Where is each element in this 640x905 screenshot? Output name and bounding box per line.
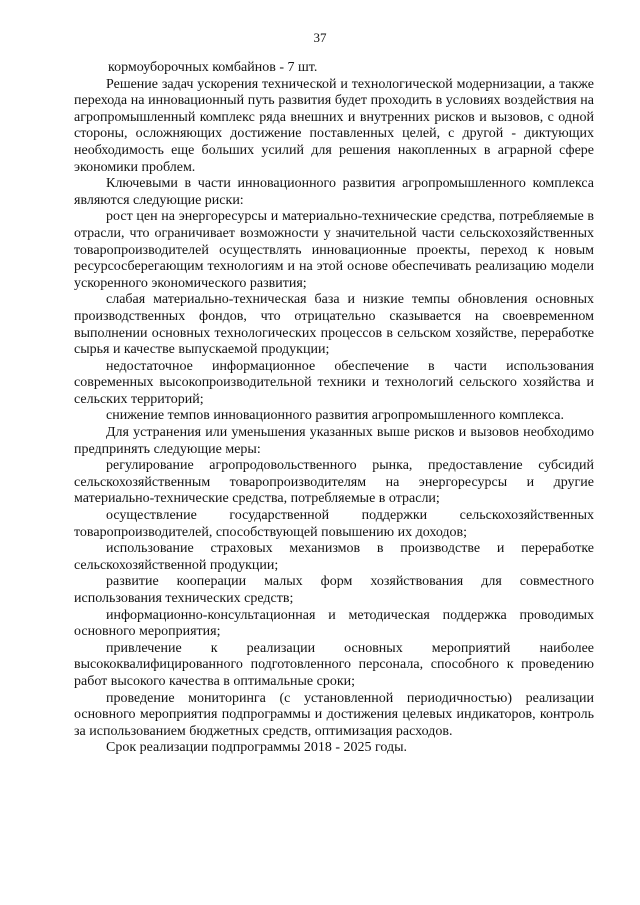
measure-item-consulting: информационно-консультационная и методическая поддержка проводимых основного мероприятия; — [74, 607, 594, 640]
paragraph-modernization: Решение задач ускорения технической и технологической модернизации, а также перехода на инновационный путь развития будет проходить в условиях воздействия на агропромышленный комплекс ряда внешних и внутренних рисков и вызовов, с одной стороны, осложняющих достижение поставленных целей, с другой - диктующих необходимость еще больших усилий для решения накопленных в аграрной сфере экономики проблем. — [74, 76, 594, 175]
measure-item-cooperation: развитие кооперации малых форм хозяйствования для совместного использования технических средств; — [74, 574, 594, 606]
paragraph-implementation-period: Срок реализации подпрограммы 2018 - 2025 годы. — [106, 740, 408, 756]
risk-item-innovation-decline: снижение темпов инновационного развития агропромышленного комплекса. — [106, 408, 565, 424]
paragraph-measures-intro: Для устранения или уменьшения указанных выше рисков и вызовов необходимо предпринять следующие меры: — [74, 425, 594, 457]
paragraph-continuation: кормоуборочных комбайнов - 7 шт. — [108, 60, 318, 75]
measure-item-personnel: привлечение к реализации основных мероприятий наиболее высококвалифицированного подготовленного персонала, способного к проведению работ высокого качества в оптимальные сроки; — [74, 640, 594, 689]
page-number: 37 — [313, 30, 327, 45]
risk-item-information: недостаточное информационное обеспечение в части использования современных высокопроизводительной техники и технологий сельского хозяйства и сельских территорий; — [74, 358, 594, 407]
paragraph-risks-intro: Ключевыми в части инновационного развития агропромышленного комплекса являются следующие риски: — [74, 176, 594, 208]
risk-item-weak-base: слабая материально-техническая база и низкие темпы обновления основных производственных фондов, что отрицательно сказывается на своевременном выполнении основных технологических процессов в сельском хозяйстве, переработке сырья и качестве выпускаемой продукции; — [74, 292, 594, 358]
risk-item-energy-prices: рост цен на энергоресурсы и материально-технические средства, потребляемые в отрасли, что ограничивает возможности у значительной части сельскохозяйственных товаропроизводителей осуществлять инновационные проекты, переход к новым ресурсосберегающим технологиям и на этой основе обеспечивать реализацию модели ускоренного экономического развития; — [74, 209, 594, 291]
measure-item-monitoring: проведение мониторинга (с установленной периодичностью) реализации основного мероприятия подпрограммы и достижения целевых индикаторов, контроль за использованием бюджетных средств, оптимизация расходов. — [74, 690, 594, 739]
measure-item-insurance: использование страховых механизмов в производстве и переработке сельскохозяйственной продукции; — [74, 541, 594, 573]
measure-item-market-regulation: регулирование агропродовольственного рынка, предоставление субсидий сельскохозяйственным товаропроизводителям на энергоресурсы и другие материально-технические средства, потребляемые в отрасли; — [74, 458, 594, 507]
document-body — [74, 60, 594, 757]
measure-item-state-support: осуществление государственной поддержки сельскохозяйственных товаропроизводителей, способствующей повышению их доходов; — [74, 508, 594, 540]
